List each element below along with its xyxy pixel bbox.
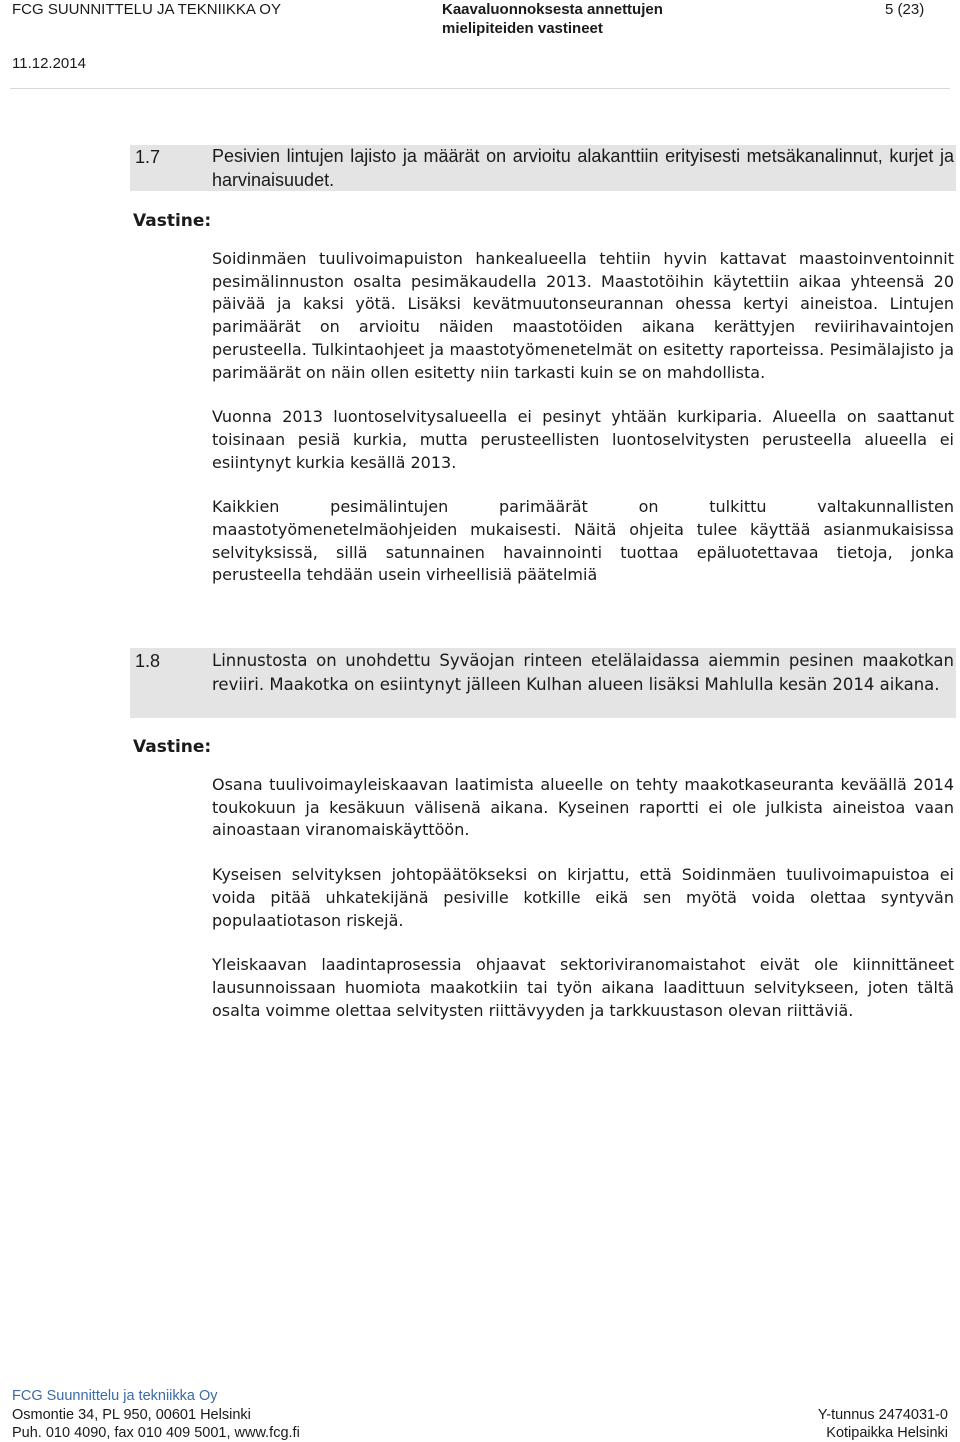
footer-address: Osmontie 34, PL 950, 00601 Helsinki: [12, 1407, 251, 1423]
header-divider: [10, 88, 950, 89]
header-doc-title-line1: Kaavaluonnoksesta annettujen: [442, 1, 663, 18]
section-1-7-vastine-label: Vastine:: [133, 211, 212, 231]
section-1-7-statement: Pesivien lintujen lajisto ja määrät on arvioitu alakanttiin erityisesti metsäkanalinnut, kurjet ja harvinaisuudet.: [212, 146, 954, 190]
section-1-8-response: [212, 774, 954, 1022]
footer-contact: Puh. 010 4090, fax 010 409 5001, www.fcg.fi: [12, 1425, 300, 1441]
header-company: FCG SUUNNITTELU JA TEKNIIKKA OY: [12, 1, 281, 18]
footer-domicile: Kotipaikka Helsinki: [826, 1425, 948, 1441]
section-1-8-paragraph-2: Kyseisen selvityksen johtopäätökseksi on kirjattu, että Soidinmäen tuulivoimapuistoa ei voida pitää uhkatekijänä pesiville kotkille eikä sen myötä voida olettaa syntyvän populaatiotason riskejä.: [212, 865, 954, 930]
section-1-8-paragraph-3: Yleiskaavan laadintaprosessia ohjaavat sektoriviranomaistahot eivät ole kiinnittäneet lausunnoissaan huomiota maakotkiin tai työn aikana laadittuun selvitykseen, joten tältä osalta voimme olettaa selvitysten riittävyyden ja tarkkuustason olevan riittäviä.: [212, 955, 954, 1020]
section-1-8-statement: Linnustosta on unohdettu Syväojan rinteen etelälaidassa aiemmin pesinen maakotkan reviiri. Maakotka on esiintynyt jälleen Kulhan alueen lisäksi Mahlulla kesän 2014 aikana.: [212, 651, 954, 694]
section-1-7-paragraph-2: Vuonna 2013 luontoselvitysalueella ei pesinyt yhtään kurkiparia. Alueella on saattanut toisinaan pesiä kurkia, mutta perusteellisten luontoselvitysten perusteella alueella ei esiintynyt kurkia kesällä 2013.: [212, 407, 954, 472]
section-1-8-number: 1.8: [135, 651, 161, 671]
header-date: 11.12.2014: [12, 55, 86, 72]
footer-business-id: Y-tunnus 2474031-0: [817, 1407, 948, 1423]
section-1-7-number: 1.7: [135, 147, 161, 167]
footer-company: FCG Suunnittelu ja tekniikka Oy: [12, 1388, 218, 1404]
header-doc-title-line2: mielipiteiden vastineet: [442, 20, 603, 37]
section-1-7-paragraph-1: Soidinmäen tuulivoimapuiston hankealueella tehtiin hyvin kattavat maastoinventoinnit pesimälinnuston osalta pesimäkaudella 2013. Maastotöihin käytettiin aikaa yhteensä 20 päivää ja kaksi yötä. Lisäksi kevätmuutonseurannan ohessa kertyi aineistoa. Lintujen parimäärät on arvioitu näiden maastotöiden aikana kerättyjen reviirihavaintojen perusteella. Tulkintaohjeet ja maastotyömenetelmät on esitetty raporteissa. Pesimälajisto ja parimäärät on näin ollen esitetty niin tarkasti kuin se on mahdollista.: [212, 249, 954, 382]
section-1-8-vastine-label: Vastine:: [133, 737, 212, 757]
section-1-8-paragraph-1: Osana tuulivoimayleiskaavan laatimista alueelle on tehty maakotkaseuranta keväällä 2014 toukokuun ja kesäkuun välisenä aikana. Kyseinen raportti ei ole julkista aineistoa vaan ainoastaan viranomaiskäyttöön.: [212, 775, 954, 840]
header-page-number: 5 (23): [885, 1, 925, 18]
section-1-7-response: [212, 248, 954, 587]
section-1-7-paragraph-3: Kaikkien pesimälintujen parimäärät on tulkittu valtakunnallisten maastotyömenetelmäohjeiden mukaisesti. Näitä ohjeita tulee käyttää asianmukaisissa selvityksissä, sillä satunnainen havainnointi tuottaa epäluotettavaa tietoja, jonka perusteella tehdään usein virheellisiä päätelmiä: [212, 497, 954, 585]
